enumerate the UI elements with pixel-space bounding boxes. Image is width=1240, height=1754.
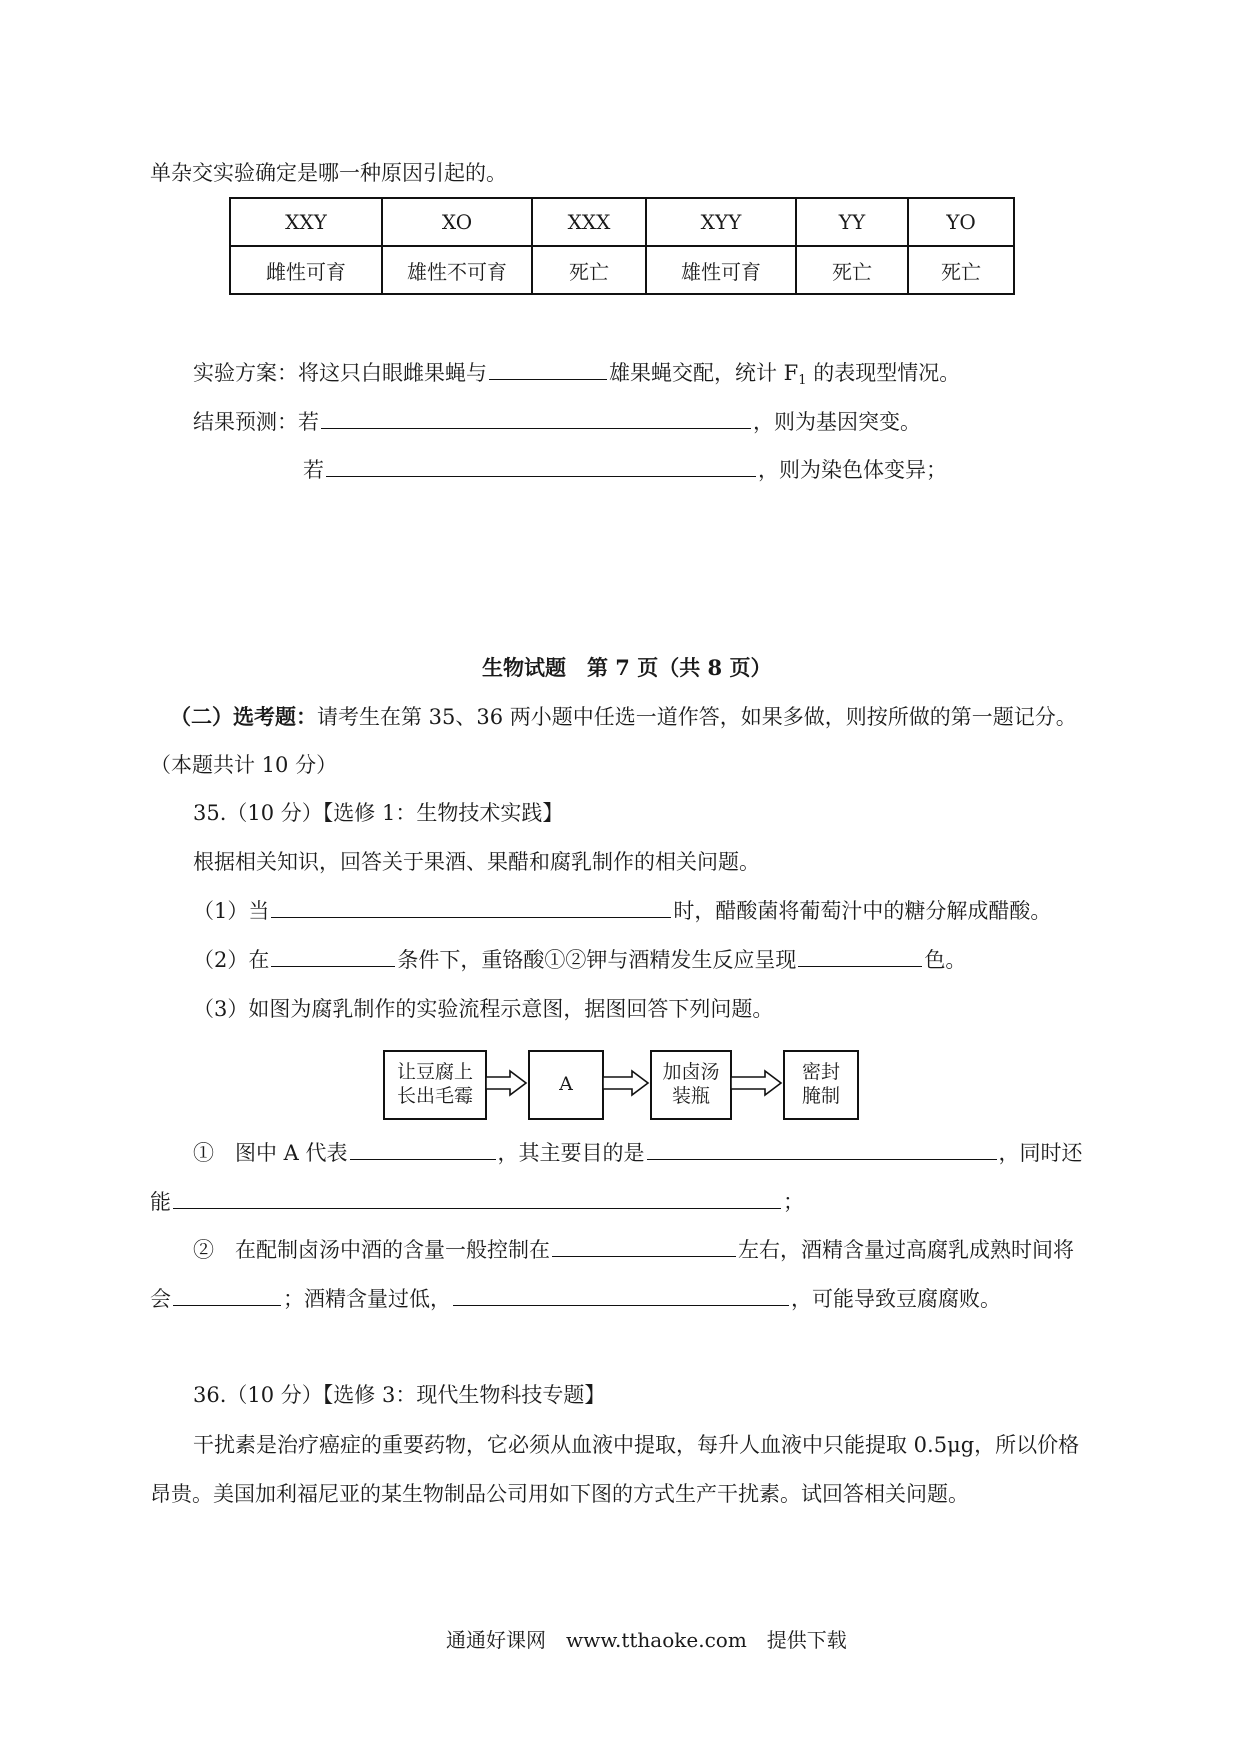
table-value-row [230,246,1014,294]
answer-blank[interactable] [321,427,751,429]
sub2-a: ② 在配制卤汤中酒的含量一般控制在 [193,1238,550,1262]
table-header-cell: XO [382,198,532,246]
plan-prefix: 实验方案：将这只白眼雌果蝇与 [193,361,487,385]
prediction-end-1: ，则为基因突变。 [753,410,921,434]
prediction-line-1 [193,412,921,433]
answer-blank[interactable] [798,965,922,967]
table-value-cell: 死亡 [532,246,646,294]
sub1-e: ； [783,1190,804,1214]
sub2-c: 会 [150,1287,171,1311]
karyotype-table [229,197,1015,295]
answer-blank[interactable] [489,378,607,380]
q35-sub1 [193,1143,1083,1164]
sub1-c: ，同时还 [998,1141,1083,1165]
section2-text: 请考生在第 35、36 两小题中任选一道作答，如果多做，则按所做的第一题记分。 [317,705,1077,729]
table-value-cell: 雄性不可育 [382,246,532,294]
answer-blank[interactable] [271,965,395,967]
answer-blank[interactable] [173,1207,781,1209]
table-header-cell: XXX [532,198,646,246]
table-header-cell: XYY [646,198,796,246]
flow-step-3: 加卤汤 装瓶 [650,1050,732,1120]
table-header-cell: YY [796,198,908,246]
answer-blank[interactable] [173,1304,281,1306]
table-header-cell: YO [908,198,1014,246]
answer-blank[interactable] [271,916,671,918]
flow-arrow-icon [486,1071,526,1095]
q35-part1 [193,901,1051,922]
sub1-d: 能 [150,1190,171,1214]
q36-line2: 昂贵。美国加利福尼亚的某生物制品公司用如下图的方式生产干扰素。试回答相关问题。 [150,1482,969,1506]
plan-suffix: 雄果蝇交配，统计 F [609,361,799,385]
part1-b: 时，醋酸菌将葡萄汁中的糖分解成醋酸。 [673,899,1052,923]
sub2-e: ，可能导致豆腐腐败。 [791,1287,1001,1311]
table-value-cell: 死亡 [796,246,908,294]
part1-a: （1）当 [193,899,270,923]
answer-blank[interactable] [326,475,756,477]
part2-a: （2）在 [193,948,270,972]
q35-sub2 [193,1240,1074,1261]
table-value-cell: 雌性可育 [230,246,382,294]
q36-line1: 干扰素是治疗癌症的重要药物，它必须从血液中提取，每升人血液中只能提取 0.5μg，所以价格 [193,1433,1080,1457]
f1-subscript: 1 [798,373,807,388]
page-footer: 生物试题 第 7 页（共 8 页） [482,655,772,680]
table-header-cell: XXY [230,198,382,246]
flow-step-1: 让豆腐上 长出毛霉 [383,1050,487,1120]
section2-label: （二）选考题： [170,704,317,729]
q35-intro: 根据相关知识，回答关于果酒、果醋和腐乳制作的相关问题。 [193,850,760,874]
bottom-footer: 通通好课网 www.tthaoke.com 提供下载 [446,1628,847,1652]
answer-blank[interactable] [647,1158,997,1160]
q35-part2 [193,950,966,971]
part2-b: 条件下，重铬酸①②钾与酒精发生反应呈现 [397,948,797,972]
section2-line [170,706,1077,728]
q36-title: 36.（10 分）【选修 3：现代生物科技专题】 [193,1383,606,1407]
flow-arrow-icon [731,1071,781,1095]
intro-line: 单杂交实验确定是哪一种原因引起的。 [150,161,507,185]
section2-note: （本题共计 10 分） [150,753,338,777]
prediction-label: 结果预测：若 [193,410,319,434]
sub1-b: ，其主要目的是 [497,1141,645,1165]
part2-c: 色。 [924,948,967,972]
flow-step-a: A [528,1050,604,1120]
answer-blank[interactable] [552,1255,736,1257]
sub2-d: ；酒精含量过低， [283,1287,451,1311]
table-value-cell: 雄性可育 [646,246,796,294]
sub2-b: 左右，酒精含量过高腐乳成熟时间将 [738,1238,1074,1262]
q35-sub2-cont [150,1289,1001,1310]
q35-part3: （3）如图为腐乳制作的实验流程示意图，据图回答下列问题。 [193,997,774,1021]
prediction-end-2: ，则为染色体变异； [758,458,947,482]
experiment-plan [193,363,960,387]
q35-sub1-cont [150,1192,804,1213]
prediction-ruo: 若 [303,458,324,482]
flow-arrow-icon [603,1071,648,1095]
flow-step-4: 密封 腌制 [783,1050,859,1120]
table-value-cell: 死亡 [908,246,1014,294]
answer-blank[interactable] [453,1304,789,1306]
prediction-line-2 [303,460,947,481]
sub1-a: ① 图中 A 代表 [193,1141,348,1165]
q35-title: 35.（10 分）【选修 1：生物技术实践】 [193,801,564,825]
plan-suffix-end: 的表现型情况。 [806,361,961,385]
table-header-row [230,198,1014,246]
answer-blank[interactable] [350,1158,496,1160]
